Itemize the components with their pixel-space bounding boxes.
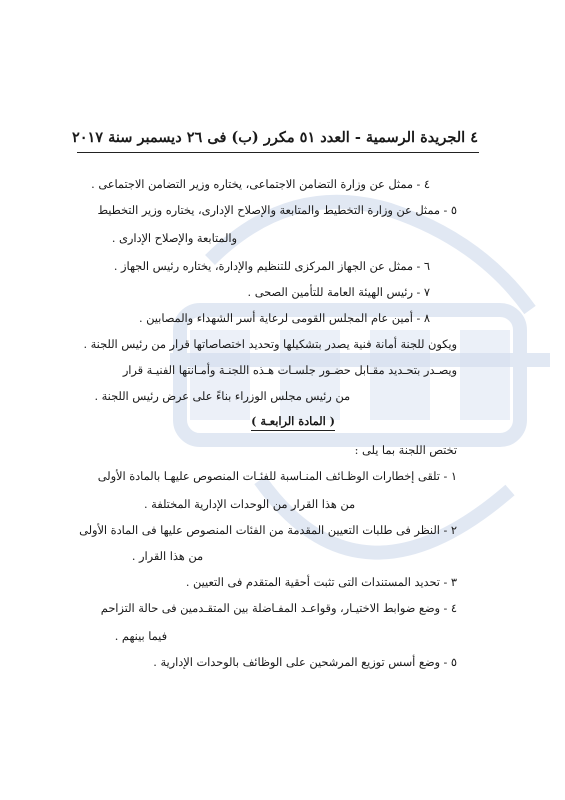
body-line: ٢ - النظر فى طلبات التعيين المقدمة من الفئات المنصوص عليها فى المادة الأولى xyxy=(79,524,457,537)
body-line: والمتابعة والإصلاح الإدارى . xyxy=(111,232,237,245)
body-line: ٤ - ممثل عن وزارة التضامن الاجتماعى، يختاره وزير التضامن الاجتماعى . xyxy=(91,178,430,191)
body-line: ويكون للجنة أمانة فنية يصدر بتشكيلها وتحديد اختصاصاتها قرار من رئيس اللجنة . xyxy=(83,338,457,351)
body-line: ٥ - وضع أسس توزيع المرشحين على الوظائف بالوحدات الإدارية . xyxy=(153,656,457,669)
article-heading: ( المادة الرابعـة ) xyxy=(251,414,335,431)
body-line: من هذا القرار من الوحدات الإدارية المختلفة . xyxy=(143,498,355,511)
body-line: ويصـدر بتحـديد مقـابل حضـور جلسـات هـذه اللجنـة وأمـانتها الفنيـة قرار xyxy=(122,364,457,377)
body-line: ٤ - وضع ضوابط الاختيـار، وقواعـد المفـاضلة بين المتقـدمين فى حالة التزاحم xyxy=(100,602,457,615)
body-line: ٣ - تحديد المستندات التى تثبت أحقية المتقدم فى التعيين . xyxy=(185,576,457,589)
body-line: ٨ - أمين عام المجلس القومى لرعاية أسر الشهداء والمصابين . xyxy=(138,312,430,325)
body-line: ٦ - ممثل عن الجهاز المركزى للتنظيم والإدارة، يختاره رئيس الجهاز . xyxy=(113,260,430,273)
body-line: ٥ - ممثل عن وزارة التخطيط والمتابعة والإصلاح الإدارى، يختاره وزير التخطيط xyxy=(97,204,457,217)
body-line: تختص اللجنة بما يلى : xyxy=(354,444,457,457)
body-line: من رئيس مجلس الوزراء بناءً على عرض رئيس اللجنة . xyxy=(94,390,350,403)
body-line: ٧ - رئيس الهيئة العامة للتأمين الصحى . xyxy=(247,286,430,299)
body-line: فيما بينهم . xyxy=(114,630,167,643)
body-line: ١ - تلقى إخطارات الوظـائف المنـاسبة للفئـات المنصوص عليهـا بالمادة الأولى xyxy=(97,470,457,483)
header-rule xyxy=(77,152,479,153)
gazette-header: ٤ الجريدة الرسمية - العدد ٥١ مكرر (ب) فى ٢٦ ديسمبر سنة ٢٠١٧ xyxy=(71,129,478,146)
body-line: من هذا القرار . xyxy=(131,550,203,563)
